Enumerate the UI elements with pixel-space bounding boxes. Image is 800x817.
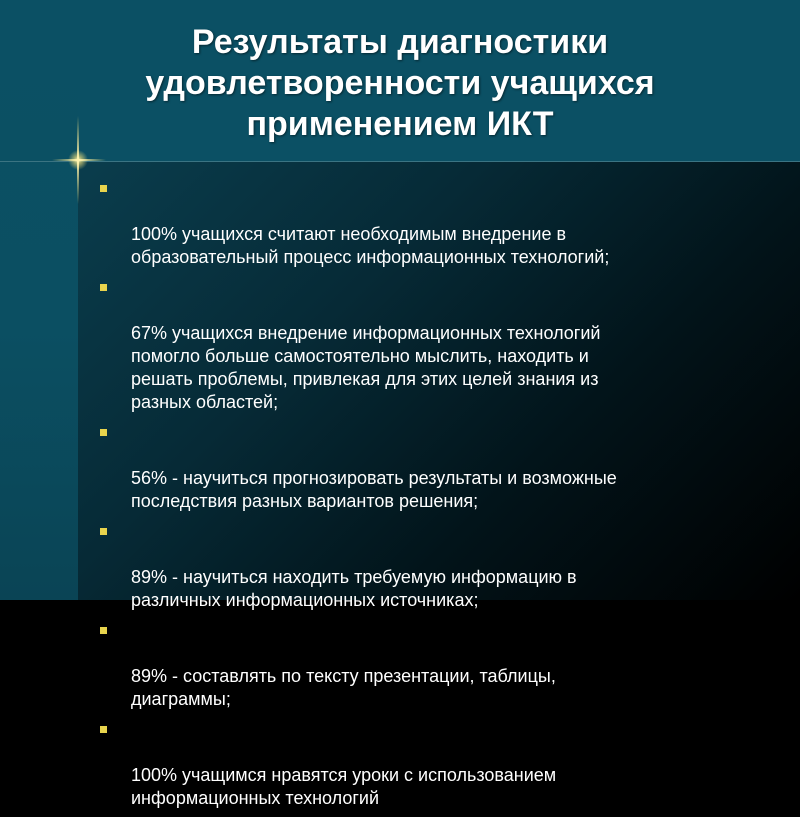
list-item xyxy=(100,718,760,810)
list-item xyxy=(100,619,760,711)
bullet-text: 100% учащихся считают необходимым внедрение в образовательный процесс информационных технологий; xyxy=(131,224,610,267)
left-decorative-strip xyxy=(0,0,78,600)
square-bullet-icon xyxy=(100,429,107,436)
square-bullet-icon xyxy=(100,284,107,291)
square-bullet-icon xyxy=(100,627,107,634)
list-item xyxy=(100,421,760,513)
bullet-list xyxy=(100,177,760,817)
bullet-text: 56% - научиться прогнозировать результаты и возможные последствия разных вариантов решения; xyxy=(131,468,617,511)
square-bullet-icon xyxy=(100,185,107,192)
title-divider xyxy=(0,161,800,162)
bullet-text: 67% учащихся внедрение информационных технологий помогло больше самостоятельно мыслить, находить и решать проблемы, привлекая для этих целей знания из разных областей; xyxy=(131,323,601,412)
bullet-text: 89% - научиться находить требуемую информацию в различных информационных источниках; xyxy=(131,567,577,610)
bullet-text: 89% - составлять по тексту презентации, таблицы, диаграммы; xyxy=(131,666,556,709)
list-item xyxy=(100,276,760,414)
list-item xyxy=(100,520,760,612)
slide-title: Результаты диагностики удовлетворенности учащихся применением ИКТ xyxy=(145,23,655,143)
bullet-text: 100% учащимся нравятся уроки с использованием информационных технологий xyxy=(131,765,557,808)
square-bullet-icon xyxy=(100,528,107,535)
square-bullet-icon xyxy=(100,726,107,733)
list-item xyxy=(100,177,760,269)
